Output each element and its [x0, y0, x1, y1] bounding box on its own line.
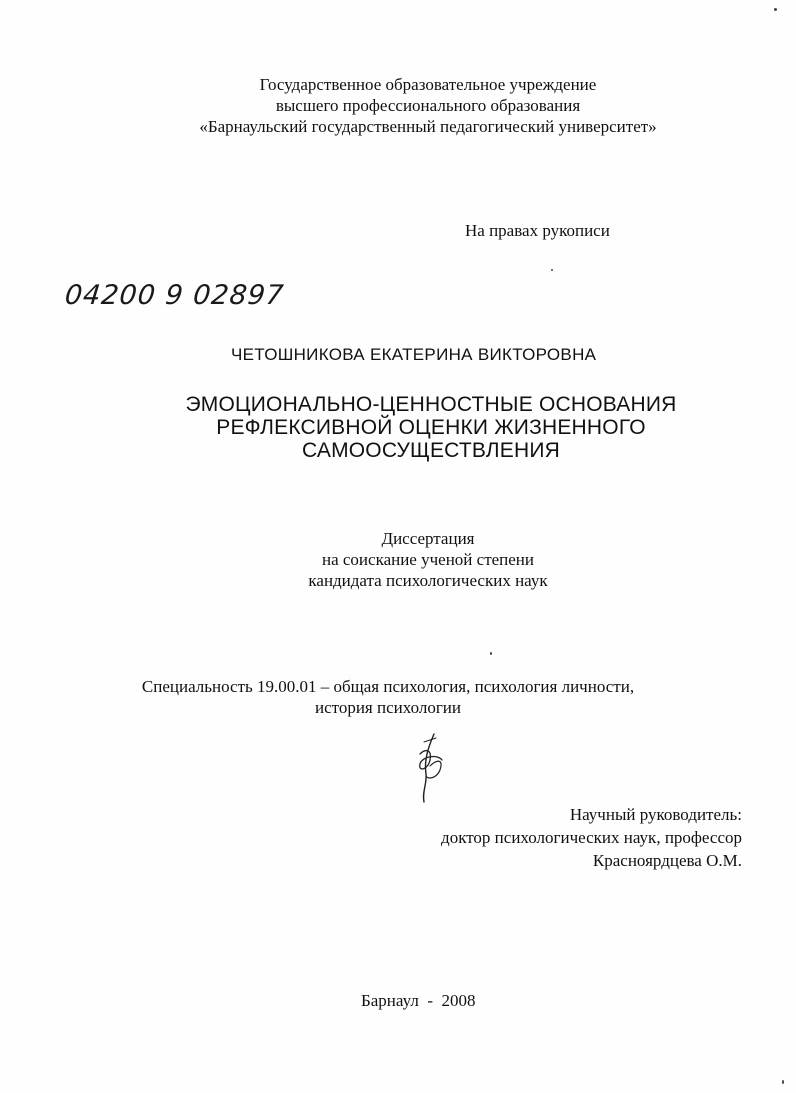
- author-name: ЧЕТОШНИКОВА ЕКАТЕРИНА ВИКТОРОВНА: [231, 345, 597, 364]
- title-line: РЕФЛЕКСИВНОЙ ОЦЕНКИ ЖИЗНЕННОГО: [216, 416, 646, 439]
- institution-line: высшего профессионального образования: [275, 96, 581, 115]
- specialty-info: [0, 676, 776, 718]
- institution-header: [30, 74, 796, 137]
- handwritten-registry-number: 04200 9 02897: [63, 280, 286, 311]
- scan-speck: [551, 269, 553, 271]
- dissertation-title: [33, 393, 796, 462]
- scan-speck: [490, 652, 492, 655]
- specialty-line: Специальность 19.00.01 – общая психология, психология личности,: [141, 677, 635, 696]
- institution-line: Государственное образовательное учреждение: [259, 75, 597, 94]
- title-line: САМООСУЩЕСТВЛЕНИЯ: [301, 439, 561, 462]
- supervisor-line: доктор психологических наук, профессор: [441, 828, 742, 847]
- scientific-supervisor: [441, 803, 742, 872]
- city-and-year: Барнаул - 2008: [361, 991, 476, 1010]
- degree-line: Диссертация: [381, 529, 475, 548]
- degree-info: [30, 528, 796, 591]
- scan-speck: [782, 1080, 784, 1084]
- handwritten-signature: [410, 730, 452, 805]
- scan-speck: [774, 8, 777, 11]
- specialty-line: история психологии: [314, 698, 462, 717]
- institution-line: «Барнаульский государственный педагогический университет»: [199, 117, 657, 136]
- supervisor-line: Научный руководитель:: [569, 805, 742, 824]
- degree-line: кандидата психологических наук: [308, 571, 548, 590]
- manuscript-note: На правах рукописи: [465, 221, 610, 240]
- supervisor-line: Красноярдцева О.М.: [592, 851, 742, 870]
- degree-line: на соискание ученой степени: [321, 550, 535, 569]
- title-line: ЭМОЦИОНАЛЬНО-ЦЕННОСТНЫЕ ОСНОВАНИЯ: [185, 393, 677, 416]
